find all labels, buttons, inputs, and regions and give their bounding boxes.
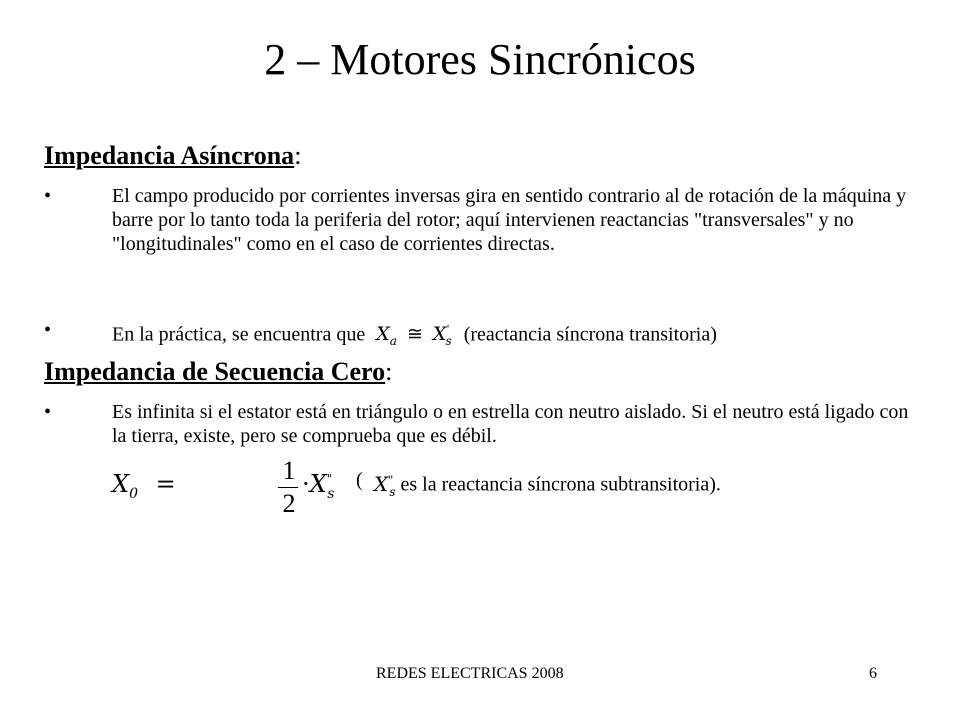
sup-double-prime: " xyxy=(326,472,333,486)
var-x: X xyxy=(112,470,130,498)
paren-open: ( xyxy=(356,469,363,491)
bullet-marker: • xyxy=(44,401,52,423)
heading-text: Impedancia Asíncrona xyxy=(44,141,295,170)
fraction-numerator: 1 xyxy=(282,456,296,485)
var-x: X xyxy=(374,471,389,496)
bullet-marker: • xyxy=(44,185,52,207)
fraction-bar xyxy=(278,487,298,488)
ref-xs xyxy=(374,471,396,499)
var-x: X xyxy=(432,323,447,346)
formula-x0-lhs xyxy=(112,470,176,502)
bullet-text-campo: El campo producido por corrientes inversas gira en sentido contrario al de rotación de la máquina y barre por lo tanto toda la periferia del rotor; aquí intervienen reactancias "transversales" y no "longitudinales" como en el caso de corrientes directas. xyxy=(112,185,907,255)
sub-s: s xyxy=(389,484,396,499)
var-x: X xyxy=(376,323,390,346)
footer-label: REDES ELECTRICAS 2008 xyxy=(376,665,564,682)
section-heading-secuencia-cero xyxy=(44,356,392,388)
formula-reference-body xyxy=(374,468,721,504)
sub-zero: 0 xyxy=(129,485,139,502)
equals-sign: = xyxy=(155,470,176,498)
formula-xa-approx-xs xyxy=(376,323,457,349)
heading-colon: : xyxy=(385,357,393,386)
bullet-marker: • xyxy=(44,319,52,341)
ref-text: es la reactancia síncrona subtransitoria). xyxy=(400,473,721,496)
fraction-denominator: 2 xyxy=(282,489,296,518)
bullet-text-infinita: Es infinita si el estator está en triángulo o en estrella con neutro aislado. Si el neutro está ligado con la tierra, existe, pero se comprueba que es débil. xyxy=(112,401,909,447)
dot-operator: · xyxy=(302,470,310,498)
sub-s: s xyxy=(445,334,452,349)
bullet-text-before: En la práctica, se encuentra que xyxy=(112,323,366,346)
heading-text: Impedancia de Secuencia Cero xyxy=(44,357,386,386)
page-number: 6 xyxy=(869,665,877,682)
sub-s: s xyxy=(327,485,335,502)
formula-line-x0 xyxy=(112,456,932,520)
sup-prime: ' xyxy=(446,323,450,336)
sub-a: a xyxy=(389,334,397,349)
formula-x0-rhs xyxy=(302,470,334,502)
var-x: X xyxy=(309,470,327,498)
slide-title: 2 – Motores Sincrónicos xyxy=(264,35,696,84)
formula-reference-text xyxy=(356,468,363,492)
section-heading-asincrona xyxy=(44,140,301,172)
bullet-text-after: (reactancia síncrona transitoria) xyxy=(463,323,717,346)
heading-colon: : xyxy=(294,141,302,170)
bullet-text-practica xyxy=(112,318,912,353)
approx-sign: ≅ xyxy=(406,323,423,346)
sup-double-prime: " xyxy=(388,473,394,486)
